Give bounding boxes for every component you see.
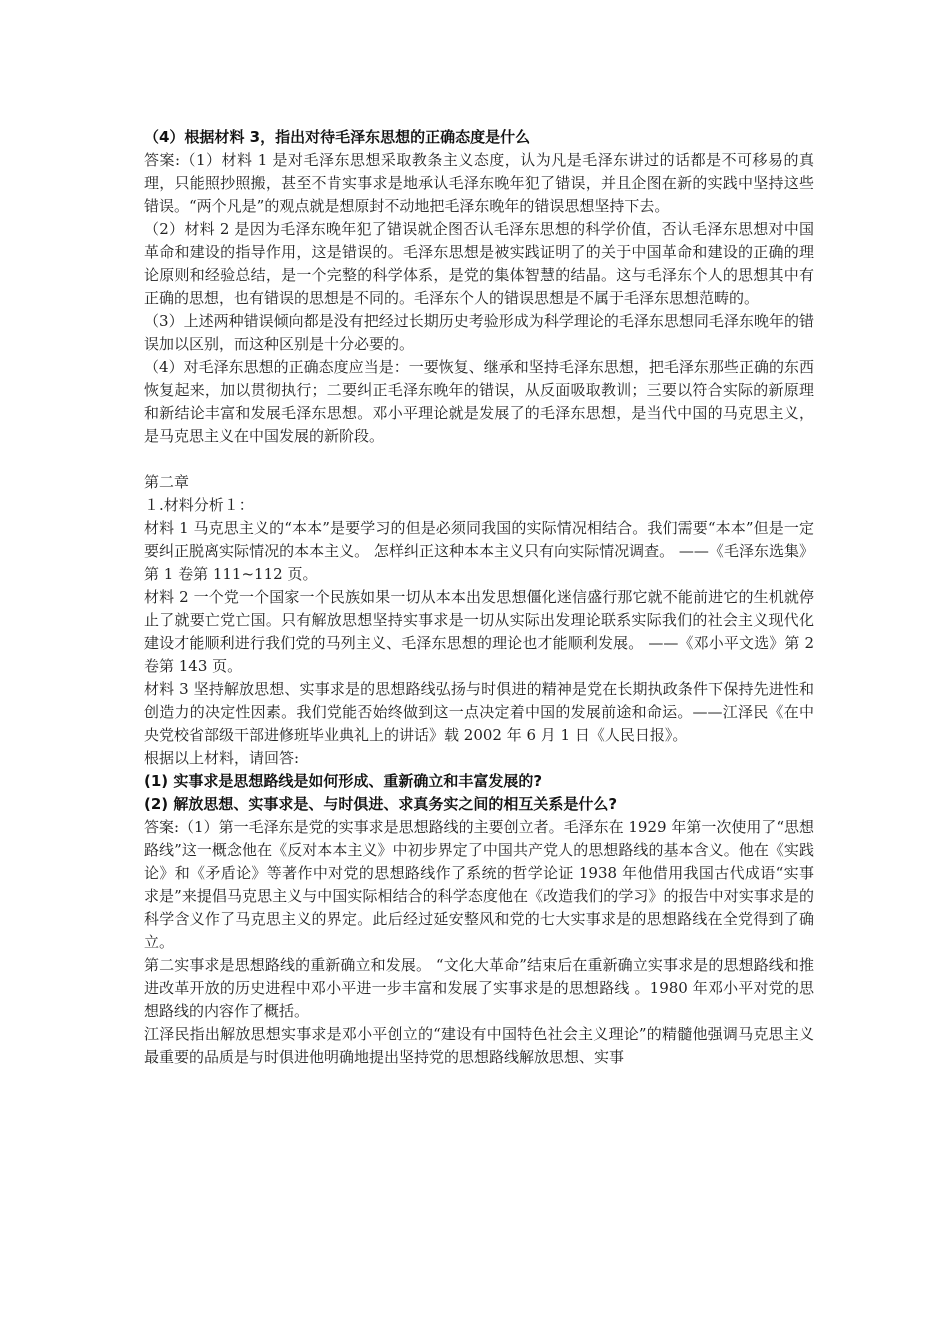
analysis-title: １.材料分析１： [144, 496, 254, 514]
question-heading: （4）根据材料 3，指出对待毛泽东思想的正确态度是什么 [144, 128, 531, 146]
answer-paragraph-3: （3）上述两种错误倾向都是没有把经过长期历史考验形成为科学理论的毛泽东思想同毛泽东晚年的错误加以区别，而这种区别是十分必要的。 [144, 312, 814, 353]
answer-paragraph-4: （4）对毛泽东思想的正确态度应当是：一要恢复、继承和坚持毛泽东思想，把毛泽东那些正确的东西恢复起来，加以贯彻执行；二要纠正毛泽东晚年的错误，从反面吸取教训；三要以符合实际的新原理和新结论丰富和发展毛泽东思想。邓小平理论就是发展了的毛泽东思想，是当代中国的马克思主义，是马克思主义在中国发展的新阶段。 [144, 358, 814, 445]
chapter2-answer-1: 答案:（1）第一毛泽东是党的实事求是思想路线的主要创立者。毛泽东在 1929 年第一次使用了“思想路线”这一概念他在《反对本本主义》中初步界定了中国共产党人的思想路线的基本含义。他在《实践论》和《矛盾论》等著作中对党的思想路线作了系统的哲学论证 1938 年他借用我国古代成语“实事求是”来提倡马克思主义与中国实际相结合的科学态度他在《改造我们的学习》的报告中对实事求是的科学含义作了马克思主义的界定。此后经过延安整风和党的七大实事求是的思想路线在全党得到了确立。 [144, 818, 814, 951]
answer-paragraph-1: 答案:（1）材料 1 是对毛泽东思想采取教条主义态度，认为凡是毛泽东讲过的话都是不可移易的真理，只能照抄照搬，甚至不肯实事求是地承认毛泽东晚年犯了错误，并且企图在新的实践中坚持这些错误。“两个凡是”的观点就是想原封不动地把毛泽东晚年的错误思想坚持下去。 [144, 151, 814, 215]
answer-paragraph-2: （2）材料 2 是因为毛泽东晚年犯了错误就企图否认毛泽东思想的科学价值，否认毛泽东思想对中国革命和建设的指导作用，这是错误的。毛泽东思想是被实践证明了的关于中国革命和建设的正确的理论原则和经验总结，是一个完整的科学体系，是党的集体智慧的结晶。这与毛泽东个人的思想其中有正确的思想，也有错误的思想是不同的。毛泽东个人的错误思想是不属于毛泽东思想范畴的。 [144, 220, 814, 307]
chapter2-answer-3: 江泽民指出解放思想实事求是邓小平创立的“建设有中国特色社会主义理论”的精髓他强调马克思主义最重要的品质是与时俱进他明确地提出坚持党的思想路线解放思想、实事 [144, 1025, 814, 1066]
paragraph-spacer [144, 448, 814, 471]
material-2: 材料 2 一个党一个国家一个民族如果一切从本本出发思想僵化迷信盛行那它就不能前进它的生机就停止了就要亡党亡国。只有解放思想坚持实事求是一切从实际出发理论联系实际我们的社会主义现代化建设才能顺利进行我们党的马列主义、毛泽东思想的理论也才能顺利发展。 ——《邓小平文选》第 2 卷第 143 页。 [144, 588, 814, 675]
question-2: (2) 解放思想、实事求是、与时俱进、求真务实之间的相互关系是什么? [144, 795, 618, 813]
question-1: (1) 实事求是思想路线是如何形成、重新确立和丰富发展的? [144, 772, 543, 790]
chapter-title: 第二章 [144, 473, 190, 491]
material-3: 材料 3 坚持解放思想、实事求是的思想路线弘扬与时俱进的精神是党在长期执政条件下保持先进性和创造力的决定性因素。我们党能否始终做到这一点决定着中国的发展前途和命运。——江泽民《在中央党校省部级干部进修班毕业典礼上的讲话》载 2002 年 6 月 1 日《人民日报》。 [144, 680, 814, 744]
document-body [144, 126, 814, 1069]
chapter2-answer-2: 第二实事求是思想路线的重新确立和发展。 “文化大革命”结束后在重新确立实事求是的思想路线和推进改革开放的历史进程中邓小平进一步丰富和发展了实事求是的思想路线 。1980 年邓小平对党的思想路线的内容作了概括。 [144, 956, 814, 1020]
answer-prompt: 根据以上材料，请回答: [144, 749, 300, 767]
material-1: 材料 1 马克思主义的“本本”是要学习的但是必须同我国的实际情况相结合。我们需要“本本”但是一定要纠正脱离实际情况的本本主义。 怎样纠正这种本本主义只有向实际情况调查。 ——《毛泽东选集》第 1 卷第 111~112 页。 [144, 519, 814, 583]
